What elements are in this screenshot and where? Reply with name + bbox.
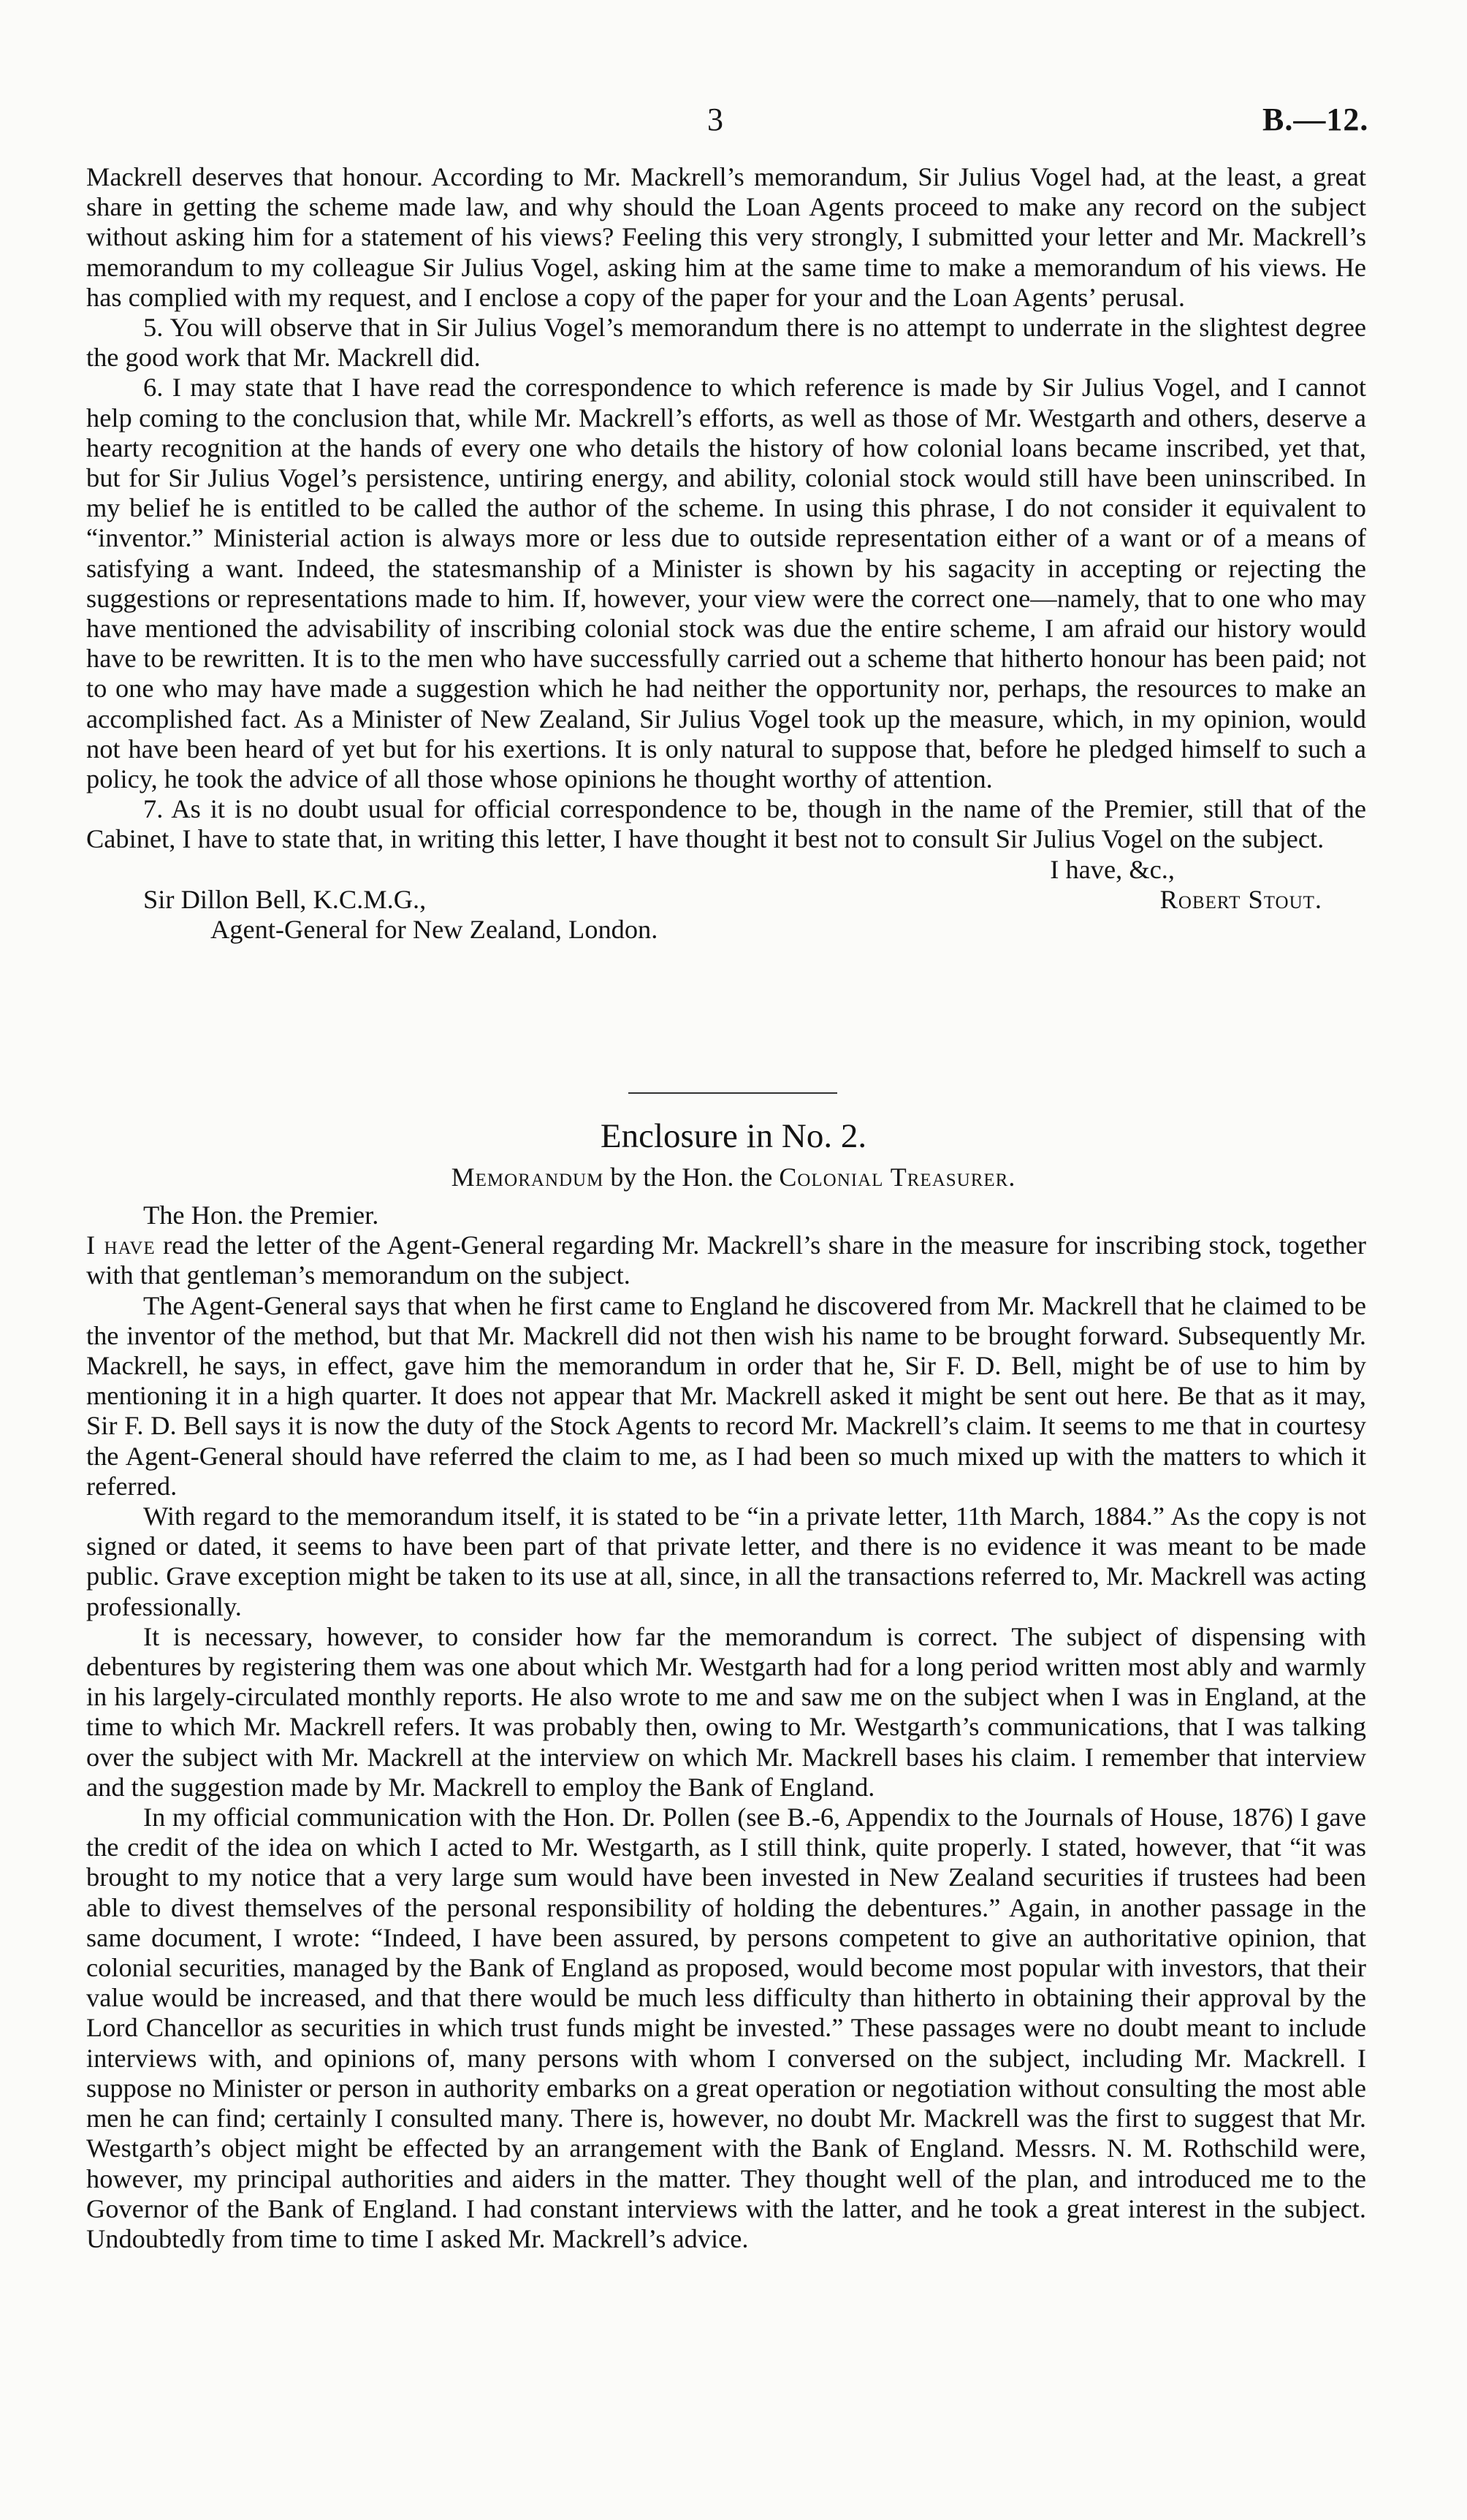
memorandum-office: Colonial Treasurer. [779, 1162, 1016, 1192]
letter-closing: I have, &c., [1050, 854, 1175, 884]
letter-paragraph-5: 5. You will observe that in Sir Julius Vogel’s memorandum there is no attempt to underrate in the slightest degree the good work that Mr. Mackrell did. [86, 313, 1366, 373]
letter-signature: Robert Stout. [1159, 884, 1322, 914]
enclosure-title: Enclosure in No. 2. [600, 1117, 867, 1155]
memo-paragraph-5: In my official communication with the Hon. Dr. Pollen (see B.-6, Appendix to the Journals of House, 1876) I gave the credit of the idea on which I acted to Mr. Westgarth, as I still think, quite properly. I stated, however, that “it was brought to my notice that a very large sum would have been invested in New Zealand securities if trustees had been able to divest themselves of the personal responsibility of holding the debentures.” Again, in another passage in the same document, I wrote: “Indeed, I have been assured, by persons competent to give an authoritative opinion, that colonial securities, managed by the Bank of England as proposed, would become most popular with investors, that their value would be increased, and that there would be much less difficulty than hitherto in obtaining their approval by the Lord Chancellor as securities in which trust funds might be invested.” These passages were no doubt meant to include interviews with, and opinions of, many persons with whom I conversed on the subject, including Mr. Mackrell. I suppose no Minister or person in authority embarks on a great operation or negotiation without consulting the most able men he can find; certainly I consulted many. There is, however, no doubt Mr. Mackrell was the first to suggest that Mr. Westgarth’s object might be effected by an arrangement with the Bank of England. Messrs. N. M. Rothschild were, however, my principal authorities and aiders in the matter. They thought well of the plan, and introduced me to the Governor of the Bank of England. I had constant interviews with the latter, and he took a great interest in the subject. Undoubtedly from time to time I asked Mr. Mackrell’s advice. [86, 1803, 1366, 2253]
memo-paragraph-3: With regard to the memorandum itself, it is stated to be “in a private letter, 11th March, 1884.” As the copy is not signed or dated, it seems to have been part of that private letter, and there is no evidence it was meant to be made public. Grave exception might be taken to its use at all, since, in all the transactions referred to, Mr. Mackrell was acting professionally. [86, 1501, 1366, 1621]
letter-recipient: Sir Dillon Bell, K.C.M.G., [143, 884, 427, 914]
memo-paragraph-1-text: read the letter of the Agent-General regarding Mr. Mackrell’s share in the measure for inscribing stock, together with that gentleman’s memorandum on the subject. [86, 1230, 1366, 1290]
memo-lead-words: I have [86, 1230, 156, 1260]
letter-paragraph-continued: Mackrell deserves that honour. According to Mr. Mackrell’s memorandum, Sir Julius Vogel had, at the least, a great share in getting the scheme made law, and why should the Loan Agents proceed to make any record on the subject without asking him for a statement of his views? Feeling this very strongly, I submitted your letter and Mr. Mackrell’s memorandum to my colleague Sir Julius Vogel, asking him at the same time to make a memorandum of his views. He has complied with my request, and I enclose a copy of the paper for your and the Loan Agents’ perusal. [86, 162, 1366, 312]
letter-body [86, 162, 1366, 945]
recipient-address: Agent-General for New Zealand, London. [210, 915, 658, 945]
memo-paragraph-2: The Agent-General says that when he first came to England he discovered from Mr. Mackrell that he claimed to be the inventor of the method, but that Mr. Mackrell did not then wish his name to be brought forward. Subsequently Mr. Mackrell, he says, in effect, gave him the memorandum in order that he, Sir F. D. Bell, might be of use to him by mentioning it in a high quarter. It does not appear that Mr. Mackrell asked it might be sent out here. Be that as it may, Sir F. D. Bell says it is now the duty of the Stock Agents to record Mr. Mackrell’s claim. It seems to me that in courtesy the Agent-General should have referred the claim to me, as I had been so much mixed up with the matters to which it referred. [86, 1290, 1366, 1501]
section-divider [628, 1092, 837, 1094]
page-number: 3 [707, 102, 723, 137]
memo-paragraph-4: It is necessary, however, to consider how far the memorandum is correct. The subject of dispensing with debentures by registering them was one about which Mr. Westgarth had for a long period written most ably and warmly in his largely-circulated monthly reports. He also wrote to me and saw me on the subject when I was in England, at the time to which Mr. Mackrell refers. It was probably then, owing to Mr. Westgarth’s communications, that I was talking over the subject with Mr. Mackrell at the interview on which Mr. Mackrell bases his claim. I remember that interview and the suggestion made by Mr. Mackrell to employ the Bank of England. [86, 1621, 1366, 1802]
letter-paragraph-7: 7. As it is no doubt usual for official correspondence to be, though in the name of the Premier, still that of the Cabinet, I have to state that, in writing this letter, I have thought it best not to consult Sir Julius Vogel on the subject. [86, 794, 1366, 854]
closing-row [86, 855, 1366, 885]
letter-paragraph-6: 6. I may state that I have read the correspondence to which reference is made by Sir Julius Vogel, and I cannot help coming to the conclusion that, while Mr. Mackrell’s efforts, as well as those of Mr. Westgarth and others, deserve a hearty recognition at the hands of every one who details the history of how colonial loans became inscribed, yet that, but for Sir Julius Vogel’s persistence, untiring energy, and ability, colonial stock would still have been uninscribed. In my belief he is entitled to be called the author of the scheme. In using this phrase, I do not consider it equivalent to “inventor.” Ministerial action is always more or less due to outside representation either of a want or of a means of satisfying a want. Indeed, the statesmanship of a Minister is shown by his sagacity in accepting or rejecting the suggestions or representations made to him. If, however, your view were the correct one—namely, that to one who may have mentioned the advisability of inscribing colonial stock was due the entire scheme, I am afraid our history would have to be rewritten. It is to the men who have successfully carried out a scheme that hitherto honour has been paid; not to one who may have made a suggestion which he had neither the opportunity nor, perhaps, the resources to make an accomplished fact. As a Minister of New Zealand, Sir Julius Vogel took up the measure, which, in my opinion, would not have been heard of yet but for his exertions. It is only natural to suppose that, before he pledged himself to such a policy, he took the advice of all those whose opinions he thought worthy of attention. [86, 373, 1366, 794]
recipient-signature-row [86, 885, 1366, 915]
document-reference: B.—12. [1262, 102, 1369, 137]
memorandum-heading [0, 1162, 1467, 1192]
memo-addressee: The Hon. the Premier. [143, 1200, 379, 1230]
memorandum-word: Memorandum [451, 1162, 604, 1192]
memorandum-by: by the Hon. the [610, 1162, 773, 1192]
memo-paragraph-1 [86, 1230, 1366, 1290]
enclosure-body [86, 1200, 1366, 2254]
